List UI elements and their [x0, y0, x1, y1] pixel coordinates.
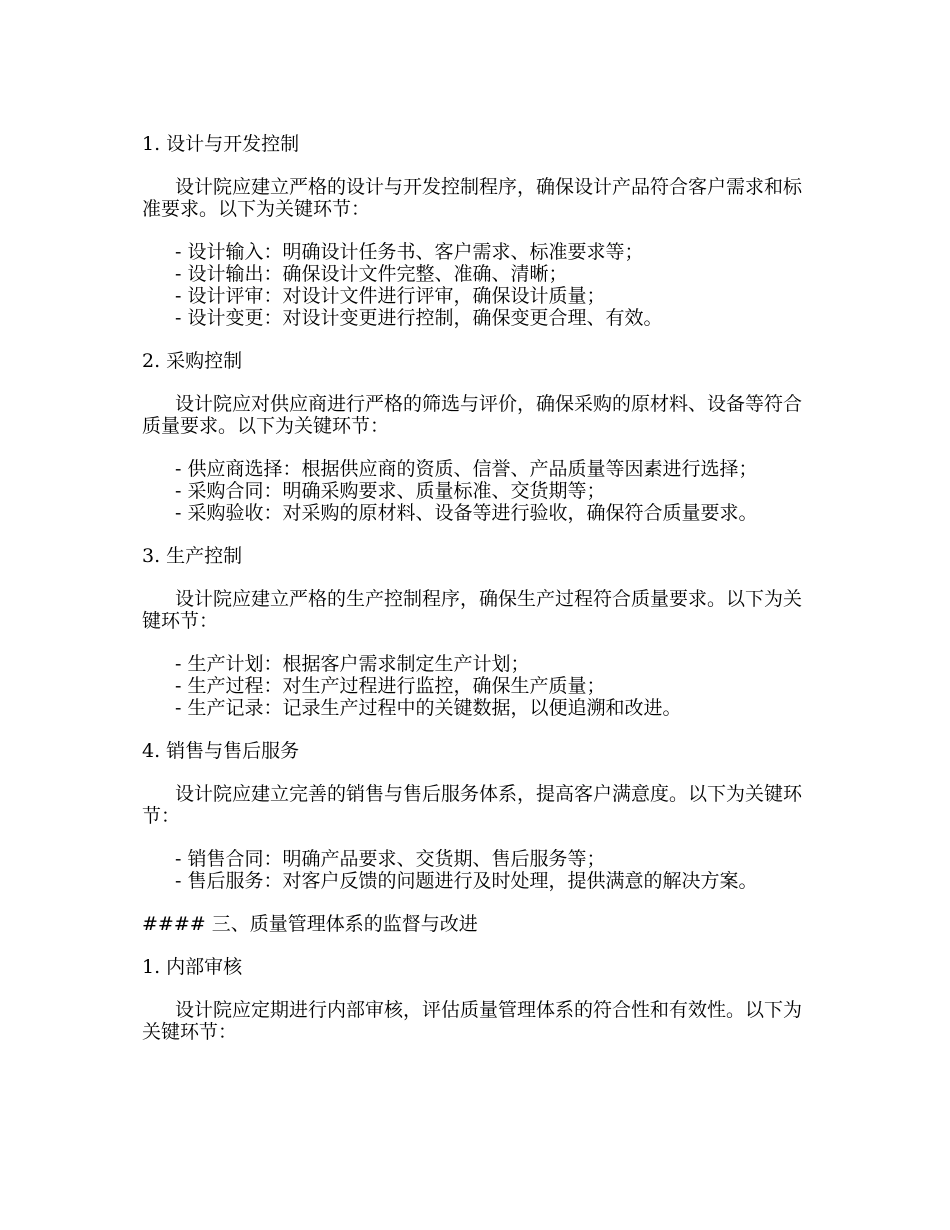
section-intro-production: 设计院应建立严格的生产控制程序，确保生产过程符合质量要求。以下为关键环节： — [142, 588, 803, 632]
section-heading-audit: 1. 内部审核 — [142, 956, 243, 978]
list-item: - 生产记录：记录生产过程中的关键数据，以便追溯和改进。 — [175, 697, 682, 719]
list-item: - 售后服务：对客户反馈的问题进行及时处理，提供满意的解决方案。 — [175, 870, 758, 892]
list-item: - 设计输出：确保设计文件完整、准确、清晰； — [175, 263, 568, 285]
part-heading: #### 三、质量管理体系的监督与改进 — [142, 913, 478, 935]
section-list-design — [142, 241, 807, 329]
list-item: - 生产计划：根据客户需求制定生产计划； — [175, 653, 530, 675]
section-heading-procurement: 2. 采购控制 — [142, 350, 243, 372]
section-intro-audit: 设计院应定期进行内部审核，评估质量管理体系的符合性和有效性。以下为关键环节： — [142, 999, 803, 1043]
document-body — [142, 133, 807, 1064]
section-intro-design: 设计院应建立严格的设计与开发控制程序，确保设计产品符合客户需求和标准要求。以下为关键环节： — [142, 176, 803, 220]
section-heading-sales: 4. 销售与售后服务 — [142, 740, 300, 762]
section-intro-procurement: 设计院应对供应商进行严格的筛选与评价，确保采购的原材料、设备等符合质量要求。以下为关键环节： — [142, 393, 803, 437]
section-intro-sales: 设计院应建立完善的销售与售后服务体系，提高客户满意度。以下为关键环节： — [142, 783, 803, 827]
section-list-procurement — [142, 458, 807, 524]
list-item: - 设计输入：明确设计任务书、客户需求、标准要求等； — [175, 241, 644, 263]
list-item: - 采购验收：对采购的原材料、设备等进行验收，确保符合质量要求。 — [175, 502, 758, 524]
list-item: - 设计变更：对设计变更进行控制，确保变更合理、有效。 — [175, 307, 663, 329]
section-heading-production: 3. 生产控制 — [142, 545, 243, 567]
list-item: - 生产过程：对生产过程进行监控，确保生产质量； — [175, 675, 606, 697]
list-item: - 供应商选择：根据供应商的资质、信誉、产品质量等因素进行选择； — [175, 458, 758, 480]
section-list-production — [142, 653, 807, 719]
section-heading-design: 1. 设计与开发控制 — [142, 133, 300, 155]
section-list-sales — [142, 848, 807, 892]
list-item: - 销售合同：明确产品要求、交货期、售后服务等； — [175, 848, 606, 870]
list-item: - 设计评审：对设计文件进行评审，确保设计质量； — [175, 285, 606, 307]
list-item: - 采购合同：明确采购要求、质量标准、交货期等； — [175, 480, 606, 502]
